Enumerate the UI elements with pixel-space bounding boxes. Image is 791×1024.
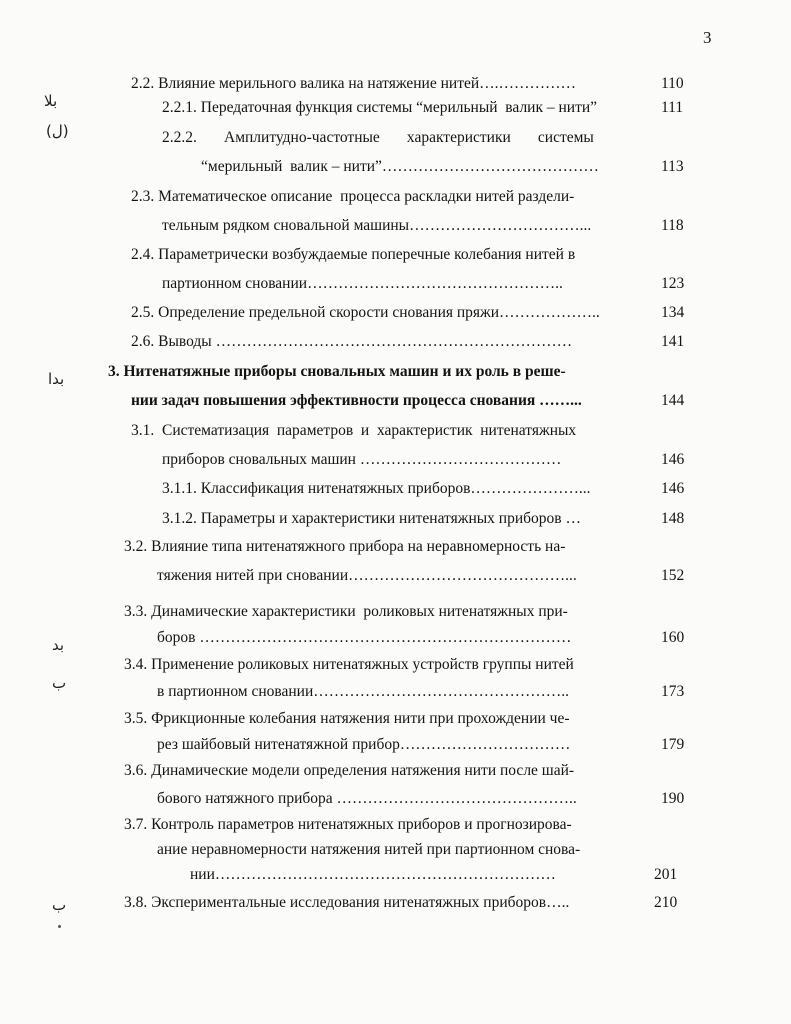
margin-mark: بلا (44, 92, 58, 110)
toc-entry-3-1-2-line-1: 3.1.2. Параметры и характеристики нитенатяжных приборов … (162, 510, 581, 527)
toc-page-2-4: 123 (661, 275, 685, 292)
toc-page-2-2-1: 111 (661, 99, 684, 116)
toc-entry-3-6-line-1: 3.6. Динамические модели определения натяжения нити после шай- (124, 762, 575, 779)
toc-entry-3-1-line-1: 3.1. Систематизация параметров и характеристик нитенатяжных (131, 422, 577, 439)
toc-entry-2-6-line-1: 2.6. Выводы …………………………………………………………… (131, 333, 573, 350)
margin-mark: ب (52, 896, 67, 914)
toc-entry-3-7-line-2: ание неравномерности натяжения нитей при партионном снова- (157, 841, 581, 858)
toc-entry-2-3-line-2: тельным рядком сновальной машины……………………………... (162, 217, 592, 234)
scan-speck (58, 925, 61, 928)
toc-page-3-5: 179 (661, 736, 685, 753)
toc-page-3-1: 146 (661, 451, 685, 468)
toc-entry-2-2-2-line-2: “мерильный валик – нити”…………………………………… (201, 158, 599, 175)
toc-entry-3-3-line-2: боров ……………………………………………………………… (157, 629, 572, 646)
toc-entry-3-6-line-2: бового натяжного прибора ……………………………………….. (157, 790, 577, 807)
page-number: 3 (703, 28, 712, 47)
toc-page-3-1-1: 146 (661, 480, 685, 497)
toc-entry-2-4-line-2: партионном сновании………………………………………….. (162, 275, 563, 292)
toc-entry-3-5-line-1: 3.5. Фрикционные колебания натяжения нити при прохождении че- (124, 710, 570, 727)
toc-entry-3-line-1: 3. Нитенатяжные приборы сновальных машин и их роль в реше- (108, 363, 566, 380)
toc-entry-3-3-line-1: 3.3. Динамические характеристики роликовых нитенатяжных при- (124, 603, 568, 620)
toc-entry-3-2-line-2: тяжения нитей при сновании……………………………………... (157, 567, 577, 584)
toc-page-3-6: 190 (661, 790, 685, 807)
toc-page-2-3: 118 (661, 217, 684, 234)
margin-mark: بد (52, 636, 65, 654)
toc-entry-2-3-line-1: 2.3. Математическое описание процесса раскладки нитей раздели- (131, 188, 575, 205)
toc-entry-2-2-2-line-1: 2.2.2. Амплитудно-частотные характеристики системы (162, 129, 594, 146)
toc-page-2-2: 110 (661, 75, 684, 92)
toc-entry-3-8-line-1: 3.8. Экспериментальные исследования нитенатяжных приборов….. (124, 894, 570, 911)
margin-mark: (ل) (46, 122, 69, 140)
toc-page-2-5: 134 (661, 304, 685, 321)
toc-page-2-6: 141 (661, 333, 685, 350)
toc-entry-2-2-line-1: 2.2. Влияние мерильного валика на натяжение нитей….…………… (131, 75, 577, 92)
toc-page-3-8: 210 (654, 894, 678, 911)
toc-page-2-2-2: 113 (661, 158, 684, 175)
toc-entry-3-line-2: нии задач повышения эффективности процесса снования ……... (131, 392, 582, 409)
margin-mark: بدا (48, 370, 65, 388)
toc-page-3: 144 (661, 392, 685, 409)
toc-entry-3-1-1-line-1: 3.1.1. Классификация нитенатяжных приборов…………………... (162, 480, 591, 497)
toc-entry-3-7-line-3: нии………………………………………………………… (190, 866, 556, 883)
toc-page-3-3: 160 (661, 629, 685, 646)
toc-entry-3-2-line-1: 3.2. Влияние типа нитенатяжного прибора на неравномерность на- (124, 538, 566, 555)
toc-entry-2-5-line-1: 2.5. Определение предельной скорости снования пряжи……………….. (131, 304, 600, 321)
toc-entry-3-1-line-2: приборов сновальных машин ………………………………… (162, 451, 562, 468)
toc-entry-3-5-line-2: рез шайбовый нитенатяжной прибор…………………………… (157, 736, 571, 753)
toc-entry-2-2-1-line-1: 2.2.1. Передаточная функция системы “мерильный валик – нити” (162, 99, 598, 116)
toc-entry-3-7-line-1: 3.7. Контроль параметров нитенатяжных приборов и прогнозирова- (124, 816, 572, 833)
toc-page-3-1-2: 148 (661, 510, 685, 527)
toc-entry-3-4-line-1: 3.4. Применение роликовых нитенатяжных устройств группы нитей (124, 656, 574, 673)
toc-entry-2-4-line-1: 2.4. Параметрически возбуждаемые поперечные колебания нитей в (131, 246, 576, 263)
toc-page-3-2: 152 (661, 567, 685, 584)
toc-entry-3-4-line-2: в партионном сновании………………………………………….. (157, 683, 570, 700)
toc-page-3-4: 173 (661, 683, 685, 700)
margin-mark: ب (52, 674, 67, 692)
toc-page-3-7: 201 (654, 866, 678, 883)
